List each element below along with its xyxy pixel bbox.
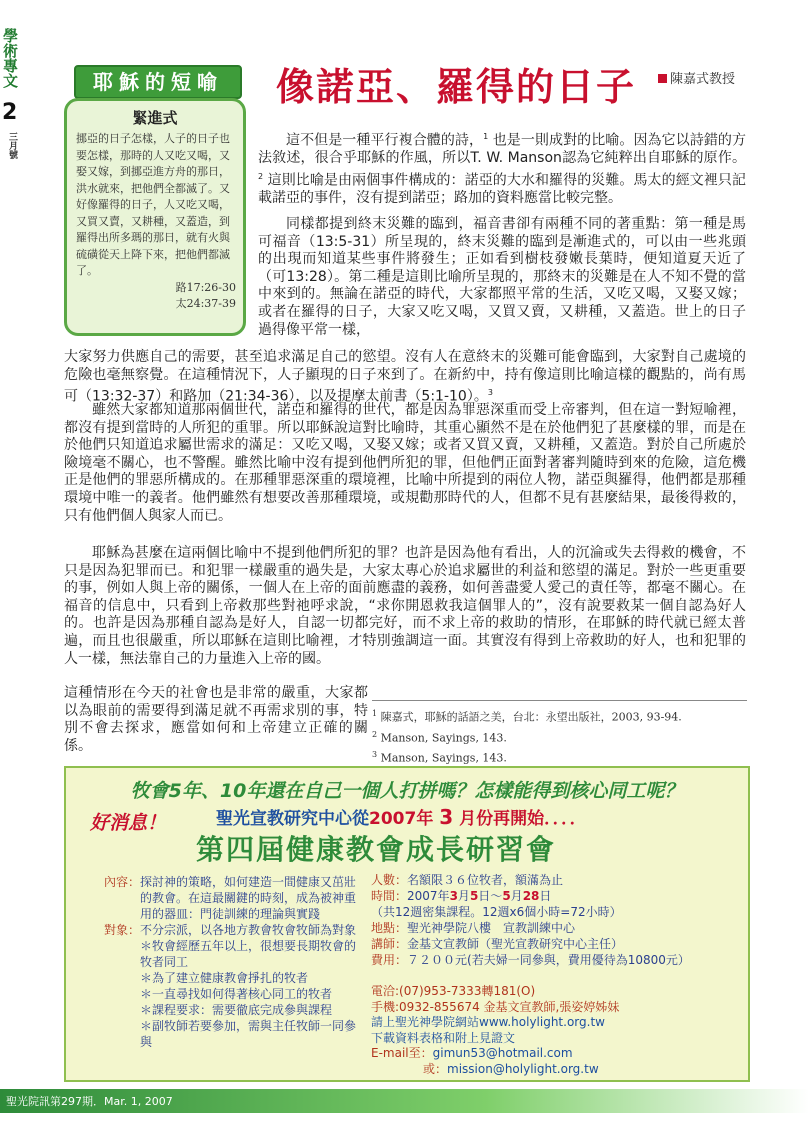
ad-event-title: 第四屆健康教會成長研習會 (196, 833, 557, 866)
ad-good-news: 好消息！ (90, 812, 167, 834)
scripture-ref-matthew: 太24:37-39 (175, 297, 236, 310)
ad-time-note: （共12週密集課程。12週x6個小時=72小時） (371, 905, 622, 919)
ad-content-row: 內容： 探討神的策略，如何建造一間健康又茁壯的教會。在這最關鍵的時刻，成為被神重用的器皿：門徒訓練的理論與實踐 (103, 875, 357, 921)
paragraph-3: 雖然大家都知道那兩個世代，諾亞和羅得的世代，都是因為罪惡深重而受上帝審判，但在這一對短喻裡，都沒有提到當時的人所犯的重罪。所以耶穌說這對比喻時，其重心顯然不是在於他們犯了甚麼樣的罪，而是在於他們只知道追求屬世需求的滿足：又吃又喝，又娶又嫁；或者又買又賣，又耕種，又蓋造。對於自己所處於險境毫不關心，也不警醒。雖然比喻中沒有提到他們所犯的罪，但他們正面對著審判隨時到來的危險，這危機正是他們的罪惡所構成的。在那種罪惡深重的環境裡，比喻中所提到的兩位人物，諾亞與羅得，他們都是那種環境中唯一的義者。他們雖然有想要改善那種環境，或規勸那時代的人，但都不見有甚麼結果，最後得救的，只有他們個人與家人而已。 (64, 402, 746, 524)
footnote-ref-1: 1 (483, 132, 489, 141)
ad-teacher-row: 講師：金基文宣教師（聖光宣教研究中心主任） (371, 937, 624, 951)
month-label: 三月號 (7, 132, 17, 159)
side-strip (0, 0, 20, 1137)
ad-download: 下載資料表格和附上見證文 (371, 1030, 516, 1045)
scripture-heading: 緊進式 (132, 109, 178, 127)
list-item: ＊副牧師若要參加，需與主任牧師一同參與 (140, 1019, 357, 1049)
paragraph-2: 同樣都提到終末災難的臨到，福音書卻有兩種不同的著重點：第一種是馬可福音（13:5-31）所呈現的，終末災難的臨到是漸進式的，可以由一些兆頭的出現而知道某些事件將發生；正如看到樹枝發嫩長葉時，便知道夏天近了（可13:28）。第二種是這則比喻所呈現的，那終末的災難是在人不知不覺的當中來到的。無論在諾亞的時代，大家都照平常的生活，又吃又喝，又娶又嫁；或者在羅得的日子，大家又吃又喝，又買又賣，又耕種，又蓋造。世上的日子過得像平常一樣， (258, 216, 746, 338)
paragraph-4: 耶穌為甚麼在這兩個比喻中不提到他們所犯的罪？也許是因為他有看出，人的沉淪或失去得救的機會，不只是因為犯罪而已。和犯罪一樣嚴重的過失是，大家太專心於追求屬世的利益和慾望的滿足。對於一些更重要的事，例如人與上帝的關係，一個人在上帝的面前應盡的義務，如何善盡愛人愛己的責任等，都毫不關心。在福音的信息中，只看到上帝救那些對祂呼求說，“求你開恩救我這個罪人的”，沒有說要救某一個自認為好人的。也許是因為那種自認為是好人，自認一切都完好，而不求上帝的救助的情形，在耶穌的時代就已經太普遍，而且也很嚴重，所以耶穌在這則比喻裡，才特別強調這一面。其實沒有得到上帝救助的好人，也和犯罪的人一樣，無法靠自己的力量進入上帝的國。 (64, 545, 746, 667)
paragraph-1-text: 這不但是一種平行複合體的詩， (286, 132, 484, 149)
footnote-divider (372, 700, 747, 701)
footnote-2: $^2$ Manson, Sayings, 143. (372, 729, 507, 745)
footnote-1: $^1$ 陳嘉式，耶穌的話語之美，台北：永望出版社，2003, 93-94. (372, 709, 682, 724)
ad-website[interactable]: 請上聖光神學院網站www.holylight.org.tw (371, 1015, 605, 1029)
paragraph-1 (258, 128, 746, 208)
footnote-3: $^3$ Manson, Sayings, 143. (372, 750, 507, 765)
paragraph-1-text-c: 這則比喻是由兩個事件構成的：諾亞的大水和羅得的災難。馬太的經文裡只記載諾亞的事件，沒有提到諾亞；路加的資料應當比較完整。 (258, 172, 746, 207)
column-label: 學術專文 (1, 28, 19, 88)
footer-issue: 聖光院訊第297期．Mar. 1, 2007 (6, 1095, 173, 1108)
ad-people-row: 人數：名額限３６位牧者，額滿為止 (371, 873, 564, 887)
square-bullet-icon (658, 74, 667, 83)
paragraph-1-text-b: 也是一則成對的比喻。因為它以詩錯的方法敘述，很合乎耶穌的作風，所以T. W. Manson認為它純粹出自耶穌的原作。 (258, 132, 747, 167)
scripture-ref-luke: 路17:26-30 (175, 280, 236, 294)
ad-phone: 電洽:(07)953-7333轉181(O) (371, 984, 536, 998)
ad-email-row-2: 或：mission@holylight.org.tw (423, 1061, 599, 1076)
scripture-box (64, 98, 246, 336)
list-item: ＊一直尋找如何得著核心同工的牧者 (140, 987, 333, 1001)
ad-contact (371, 984, 741, 1077)
list-item: ＊為了建立健康教會掙扎的牧者 (140, 971, 309, 985)
footnotes (372, 705, 750, 767)
ad-details-left (76, 874, 361, 1050)
paragraph-5: 這種情形在今天的社會也是非常的嚴重，大家都以為眼前的需要得到滿足就不再需求別的事，特別不會去探求，應當如何和上帝建立正確的關係。 (64, 685, 368, 754)
ad-details-right (371, 872, 741, 968)
ad-email-2[interactable]: mission@holylight.org.tw (447, 1061, 599, 1076)
ad-mobile: 手機:0932-855674 金基文宣教師,張姿婷姊妹 (371, 999, 620, 1014)
article-title: 像諾亞、羅得的日子 (276, 64, 637, 109)
author-byline (658, 68, 735, 87)
list-item: ＊課程要求：需要徹底完成參與課程 (140, 1003, 333, 1017)
paragraph-2-continued (64, 349, 746, 406)
ad-email-row: E-mail至：gimun53@hotmail.com (371, 1046, 573, 1060)
scripture-passage: 挪亞的日子怎樣，人子的日子也要怎樣，那時的人又吃又喝，又娶又嫁，到挪亞進方舟的那日，洪水就來，把他們全都滅了。又好像羅得的日子，人又吃又喝，又買又賣，又耕種，又蓋造，到羅得出所多瑪的那日，就有火與硫磺從天上降下來，把他們都滅了。 (76, 132, 230, 277)
series-badge: 耶穌的短喻 (74, 65, 242, 99)
ad-subheading: 聖光宣教研究中心從2007年 3 月份再開始．．．． (216, 805, 587, 829)
ad-headline: 牧會5年、10年還在自己一個人打拼嗎？怎樣能得到核心同工呢？ (130, 780, 684, 802)
seminar-advertisement (64, 766, 750, 1082)
list-item: ＊牧會經歷五年以上，很想要長期牧會的牧者同工 (140, 939, 357, 969)
footnote-ref-2: 2 (258, 171, 264, 181)
ad-time-row: 時間：2007年3月5日～5月28日 (371, 889, 552, 903)
scripture-text (76, 131, 236, 313)
author-name: 陳嘉式教授 (670, 72, 736, 87)
footnote-ref-3: 3 (487, 388, 493, 398)
paragraph-2-continued-text: 大家努力供應自己的需要，甚至追求滿足自己的慾望。沒有人在意終末的災難可能會臨到，大家對自己處境的危險也毫無察覺。在這種情況下，人子顯現的日子來到了。在新約中，持有像這則比喻這樣的觀點的，尚有馬可（13:32-37）和路加（21:34-36），以及提摩太前書（5:1-10）。 (64, 349, 746, 405)
ad-email-1[interactable]: gimun53@hotmail.com (432, 1046, 573, 1060)
ad-target-row: 對象： 不分宗派，以各地方教會牧會牧師為對象 (103, 923, 357, 937)
page-number: 2 (2, 100, 18, 125)
ad-place-row: 地點：聖光神學院八樓 宣教訓練中心 (371, 921, 576, 935)
ad-fee-row: 費用：７２００元(若夫婦一同參與，費用優待為10800元） (371, 953, 690, 967)
